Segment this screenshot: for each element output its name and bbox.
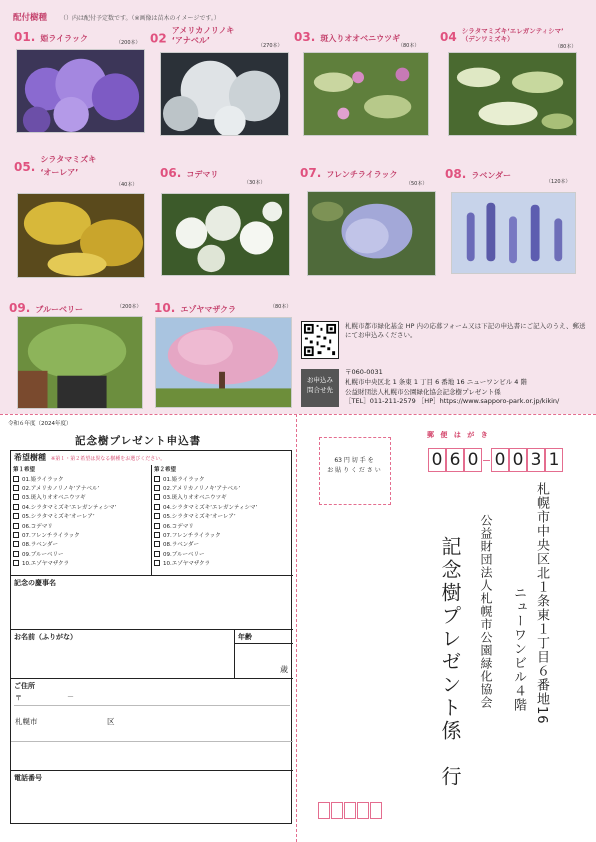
plant-label-06: 06. コデマリ [160, 166, 219, 180]
checkbox[interactable] [154, 485, 160, 491]
second-choice-option[interactable]: 10.エゾヤマザクラ [152, 559, 293, 568]
plant-count-08: （120本） [546, 179, 571, 185]
plant-label-08: 08. ラベンダー [445, 167, 512, 181]
photo-kodemari [161, 193, 290, 276]
photo-annabelle [160, 52, 289, 136]
first-choice-option[interactable]: 08.ラベンダー [11, 540, 151, 549]
first-choice-option[interactable]: 01.姫ライラック [11, 474, 151, 483]
zip-digit: 6 [446, 448, 464, 472]
tree-choice-title: 希望樹種 [14, 453, 46, 462]
first-choice-option[interactable]: 10.エゾヤマザクラ [11, 559, 151, 568]
sender-zip-box [331, 802, 343, 819]
plant-label-07: 07. フレンチライラック [300, 166, 398, 180]
address-ward: 区 [107, 717, 115, 726]
tree-choice-section [11, 451, 293, 576]
checkbox[interactable] [154, 560, 160, 566]
first-choice-option[interactable]: 07.フレンチライラック [11, 530, 151, 539]
checkbox[interactable] [13, 513, 19, 519]
plant-count-04: （80本） [555, 44, 577, 50]
contact-address: 札幌市中央区北 1 条東 1 丁目 6 番地 16 ニューワンビル 4 階 [345, 377, 527, 386]
plant-label-03: 03. 斑入りオオベニウツギ [294, 30, 401, 44]
checkbox[interactable] [13, 485, 19, 491]
second-choice-option[interactable]: 06.コデマリ [152, 521, 293, 530]
plant-label-09: 09. ブルーベリー [9, 301, 84, 315]
address-field[interactable] [11, 679, 293, 771]
name-label: お名前（ふりがな） [14, 633, 77, 641]
checkbox[interactable] [13, 532, 19, 538]
first-choice-option[interactable]: 09.ブルーベリー [11, 549, 151, 558]
second-choice-column [152, 465, 293, 575]
contact-tel-hp: ［TEL］011-211-2579 ［HP］https://www.sapporo-park.or.jp/kikin/ [345, 397, 560, 406]
plant-catalog-section [0, 0, 596, 414]
first-choice-option[interactable]: 05.シラタマミズキ‘オーレア’ [11, 512, 151, 521]
checkbox[interactable] [154, 551, 160, 557]
zip-digit: 0 [464, 448, 482, 472]
qr-code[interactable] [301, 321, 339, 359]
checkbox[interactable] [13, 504, 19, 510]
second-choice-option[interactable]: 01.姫ライラック [152, 474, 293, 483]
photo-weigela [303, 52, 429, 136]
second-choice-option[interactable]: 03.斑入りオオベニウツギ [152, 493, 293, 502]
postcard-header: 郵 便 は が き [427, 431, 490, 439]
plant-label-01: 01. 姫ライラック [14, 30, 88, 44]
address-city: 札幌市 [15, 717, 38, 726]
catalog-note: （）内は配付予定数です。（※画像は苗木のイメージです。） [60, 15, 220, 22]
second-choice-option[interactable]: 04.シラタマミズキ‘エレガンティシマ’ [152, 502, 293, 511]
checkbox[interactable] [13, 494, 19, 500]
sender-zip-box [318, 802, 330, 819]
checkbox[interactable] [13, 551, 19, 557]
application-form [10, 450, 292, 824]
recipient-organization: 公益財団法人札幌市公園緑化協会 [479, 514, 493, 709]
stamp-note: 63 円 切 手 を お 貼 り く だ さ い [327, 457, 381, 474]
checkbox[interactable] [13, 476, 19, 482]
first-choice-label: 第１希望 [13, 467, 36, 473]
contact-label: お申込み 問合せ先 [301, 369, 339, 407]
plant-count-07: （50本） [406, 181, 428, 187]
first-choice-option[interactable]: 04.シラタマミズキ‘エレガンティシマ’ [11, 502, 151, 511]
checkbox[interactable] [154, 541, 160, 547]
photo-blueberry [17, 316, 143, 409]
second-choice-option[interactable]: 05.シラタマミズキ‘オーレア’ [152, 512, 293, 521]
checkbox[interactable] [154, 532, 160, 538]
second-choice-option[interactable]: 07.フレンチライラック [152, 530, 293, 539]
first-choice-option[interactable]: 02.アメリカノリノキ‘アナベル’ [11, 483, 151, 492]
cut-line-horizontal [0, 414, 596, 415]
tree-choice-note: ※第１・第２希望は異なる樹種をお選びください。 [51, 456, 166, 462]
postcard-side [302, 416, 592, 840]
first-choice-option[interactable]: 06.コデマリ [11, 521, 151, 530]
postal-dash: － [67, 693, 74, 701]
zip-digit: 0 [428, 448, 446, 472]
checkbox[interactable] [154, 504, 160, 510]
sender-zip-box [344, 802, 356, 819]
contact-org: 公益財団法人札幌市公園緑化協会記念樹プレゼント係 [345, 387, 501, 396]
photo-lavender [451, 192, 576, 274]
recipient-name: 記念樹プレゼント係 行 [438, 536, 462, 789]
photo-cornus-aurea [17, 193, 145, 278]
address-label: ご住所 [14, 682, 35, 690]
sender-zip-box [370, 802, 382, 819]
phone-field[interactable] [11, 771, 293, 825]
second-choice-label: 第２希望 [154, 467, 177, 473]
apply-instructions: 札幌市都市緑化基金 HP 内の応募フォーム又は下記の申込書にご記入のうえ、郵送にてお申込みください。 [345, 322, 586, 340]
age-unit: 歳 [280, 665, 288, 674]
photo-cornus-elegantissima [448, 52, 577, 136]
contact-postal: 〒060-0031 [345, 368, 383, 376]
name-field[interactable] [11, 630, 293, 679]
plant-label-02: 02 アメリカノリノキ ‘アナベル’ [150, 26, 235, 46]
form-title: 記念樹プレゼント申込書 [75, 435, 202, 447]
plant-label-05: $^{05.}$ シラタマミズキ ‘オーレア’ [14, 155, 97, 177]
second-choice-option[interactable]: 02.アメリカノリノキ‘アナベル’ [152, 483, 293, 492]
cut-line-vertical [296, 414, 297, 842]
photo-ezoyamazakura [155, 317, 292, 408]
zip-digit: 3 [527, 448, 545, 472]
checkbox[interactable] [13, 523, 19, 529]
photo-french-lilac [307, 191, 436, 276]
plant-count-06: （30本） [244, 180, 266, 186]
plant-count-03: （80本） [398, 43, 420, 49]
zip-digit: 0 [509, 448, 527, 472]
checkbox[interactable] [13, 560, 19, 566]
checkbox[interactable] [154, 476, 160, 482]
checkbox[interactable] [154, 523, 160, 529]
photo-hime-lilac [16, 49, 145, 133]
form-year: 令和６年度（2024年度） [8, 421, 72, 427]
sender-zip-box [357, 802, 369, 819]
plant-label-10: 10. エゾヤマザクラ [154, 301, 237, 315]
plant-count-10: （80本） [270, 304, 292, 310]
first-choice-option[interactable]: 03.斑入りオオベニウツギ [11, 493, 151, 502]
plant-count-01: （200本） [116, 40, 141, 46]
catalog-title: 配付樹種 [13, 13, 48, 23]
zip-digit: 1 [545, 448, 563, 472]
address-divider [14, 705, 290, 706]
phone-label: 電話番号 [14, 774, 42, 782]
checkbox[interactable] [154, 513, 160, 519]
recipient-address-line2: ニューワンビル４階 [511, 586, 526, 712]
zip-digit: 0 [491, 448, 509, 472]
second-choice-option[interactable]: 08.ラベンダー [152, 540, 293, 549]
checkbox[interactable] [13, 541, 19, 547]
age-field[interactable] [234, 630, 293, 678]
checkbox[interactable] [154, 494, 160, 500]
postal-mark: 〒 [15, 694, 22, 702]
recipient-address-line1: 札幌市中央区北１条東１丁目６番地16 [534, 482, 549, 725]
first-choice-column [11, 465, 152, 575]
plant-count-02: （270本） [258, 43, 283, 49]
zip-separator [483, 460, 490, 461]
anniversary-field[interactable] [11, 576, 293, 630]
age-label: 年齢 [238, 633, 252, 641]
contact-info [345, 368, 559, 407]
second-choice-option[interactable]: 09.ブルーベリー [152, 549, 293, 558]
plant-count-05: （40本） [116, 182, 138, 188]
plant-count-09: （200本） [117, 304, 142, 310]
anniversary-label: 記念の慶事名 [14, 579, 56, 587]
plant-label-04: 04 シラタマミズキ‘エレガンティシマ’ （デンワミズキ） [440, 27, 564, 44]
